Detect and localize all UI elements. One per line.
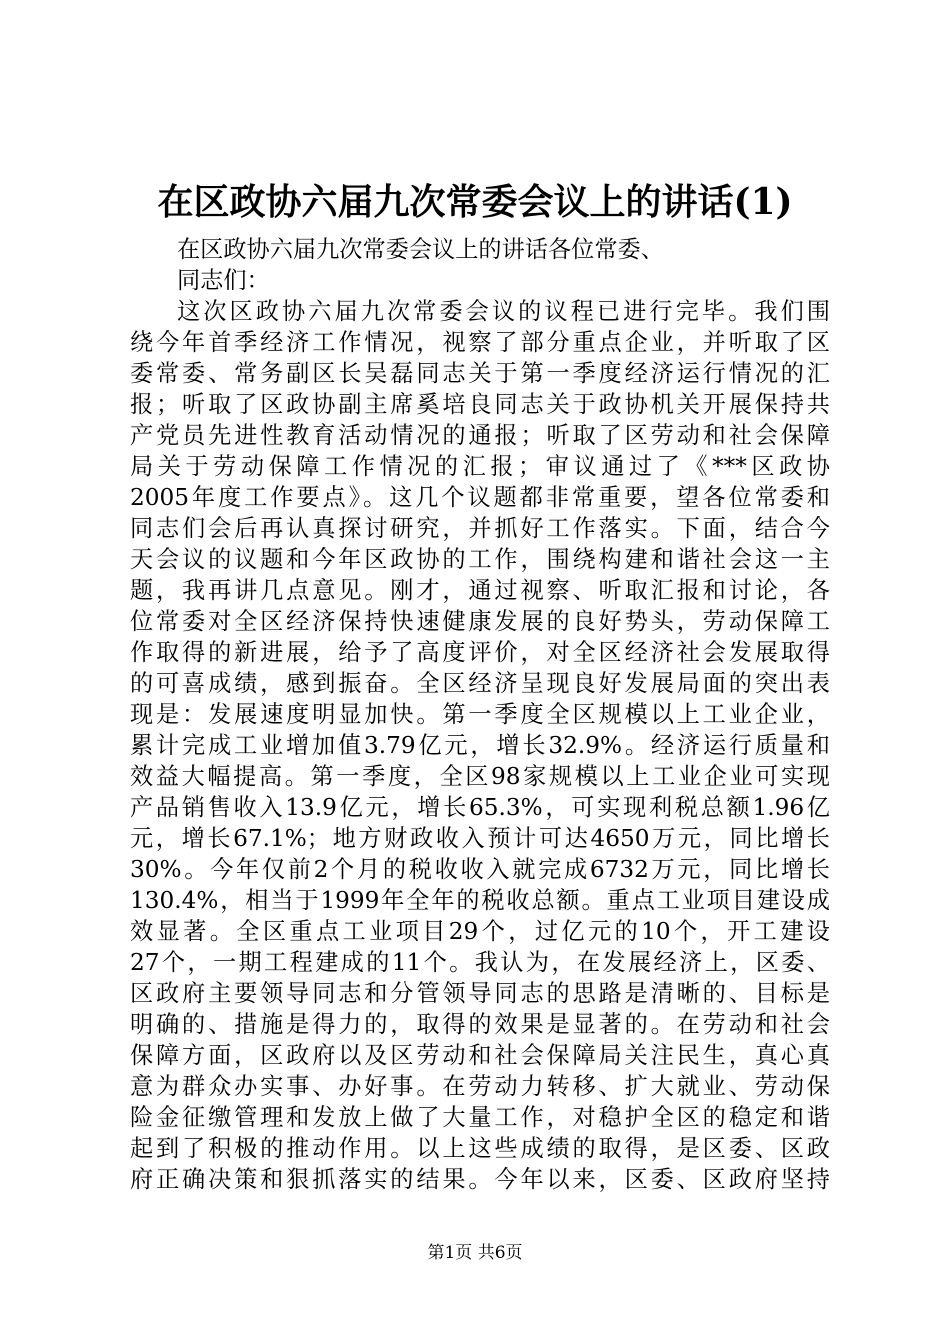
body-line: 区政府主要领导同志和分管领导同志的思路是清晰的、目标是 — [130, 980, 830, 1007]
document-body — [130, 234, 830, 1195]
body-line: 效显著。全区重点工业项目29个，过亿元的10个，开工建设 — [130, 918, 830, 945]
body-line: 2005年度工作要点》。这几个议题都非常重要，望各位常委和 — [130, 484, 830, 511]
body-line: 累计完成工业增加值3.79亿元，增长32.9%。经济运行质量和 — [130, 732, 830, 759]
body-line: 在区政协六届九次常委会议上的讲话各位常委、 — [177, 236, 664, 263]
body-line: 同志们： — [177, 267, 270, 294]
body-line: 府正确决策和狠抓落实的结果。今年以来，区委、区政府坚持 — [130, 1166, 830, 1193]
body-line: 现是：发展速度明显加快。第一季度全区规模以上工业企业， — [130, 701, 830, 728]
body-line: 30%。今年仅前2个月的税收收入就完成6732万元，同比增长 — [130, 856, 830, 883]
body-line: 产党员先进性教育活动情况的通报；听取了区劳动和社会保障 — [130, 422, 830, 449]
body-line: 绕今年首季经济工作情况，视察了部分重点企业，并听取了区 — [130, 329, 830, 356]
body-line: 委常委、常务副区长吴磊同志关于第一季度经济运行情况的汇 — [130, 360, 830, 387]
body-line: 这次区政协六届九次常委会议的议程已进行完毕。我们围 — [177, 298, 830, 325]
body-line: 报；听取了区政协副主席奚培良同志关于政协机关开展保持共 — [130, 391, 830, 418]
body-line: 130.4%，相当于1999年全年的税收总额。重点工业项目建设成 — [130, 887, 830, 914]
body-line: 题，我再讲几点意见。刚才，通过视察、听取汇报和讨论，各 — [130, 577, 830, 604]
body-line: 同志们会后再认真探讨研究，并抓好工作落实。下面，结合今 — [130, 515, 830, 542]
body-line: 的可喜成绩，感到振奋。全区经济呈现良好发展局面的突出表 — [130, 670, 830, 697]
page-number-footer: 第1页 共6页 — [427, 1243, 523, 1263]
body-line: 局关于劳动保障工作情况的汇报；审议通过了《***区政协 — [130, 453, 830, 480]
body-line: 险金征缴管理和发放上做了大量工作，对稳护全区的稳定和谐 — [130, 1104, 830, 1131]
document-title: 在区政协六届九次常委会议上的讲话(1) — [157, 181, 793, 223]
body-line: 保障方面，区政府以及区劳动和社会保障局关注民生，真心真 — [130, 1042, 830, 1069]
body-line: 产品销售收入13.9亿元，增长65.3%，可实现利税总额1.96亿 — [130, 794, 830, 821]
body-line: 起到了积极的推动作用。以上这些成绩的取得，是区委、区政 — [130, 1135, 830, 1162]
body-line: 27个，一期工程建成的11个。我认为，在发展经济上，区委、 — [130, 949, 830, 976]
body-line: 天会议的议题和今年区政协的工作，围绕构建和谐社会这一主 — [130, 546, 830, 573]
body-line: 作取得的新进展，给予了高度评价，对全区经济社会发展取得 — [130, 639, 830, 666]
body-line: 元，增长67.1%；地方财政收入预计可达4650万元，同比增长 — [130, 825, 830, 852]
body-line: 效益大幅提高。第一季度，全区98家规模以上工业企业可实现 — [130, 763, 830, 790]
body-line: 明确的、措施是得力的，取得的效果是显著的。在劳动和社会 — [130, 1011, 830, 1038]
body-line: 位常委对全区经济保持快速健康发展的良好势头，劳动保障工 — [130, 608, 830, 635]
body-line: 意为群众办实事、办好事。在劳动力转移、扩大就业、劳动保 — [130, 1073, 830, 1100]
